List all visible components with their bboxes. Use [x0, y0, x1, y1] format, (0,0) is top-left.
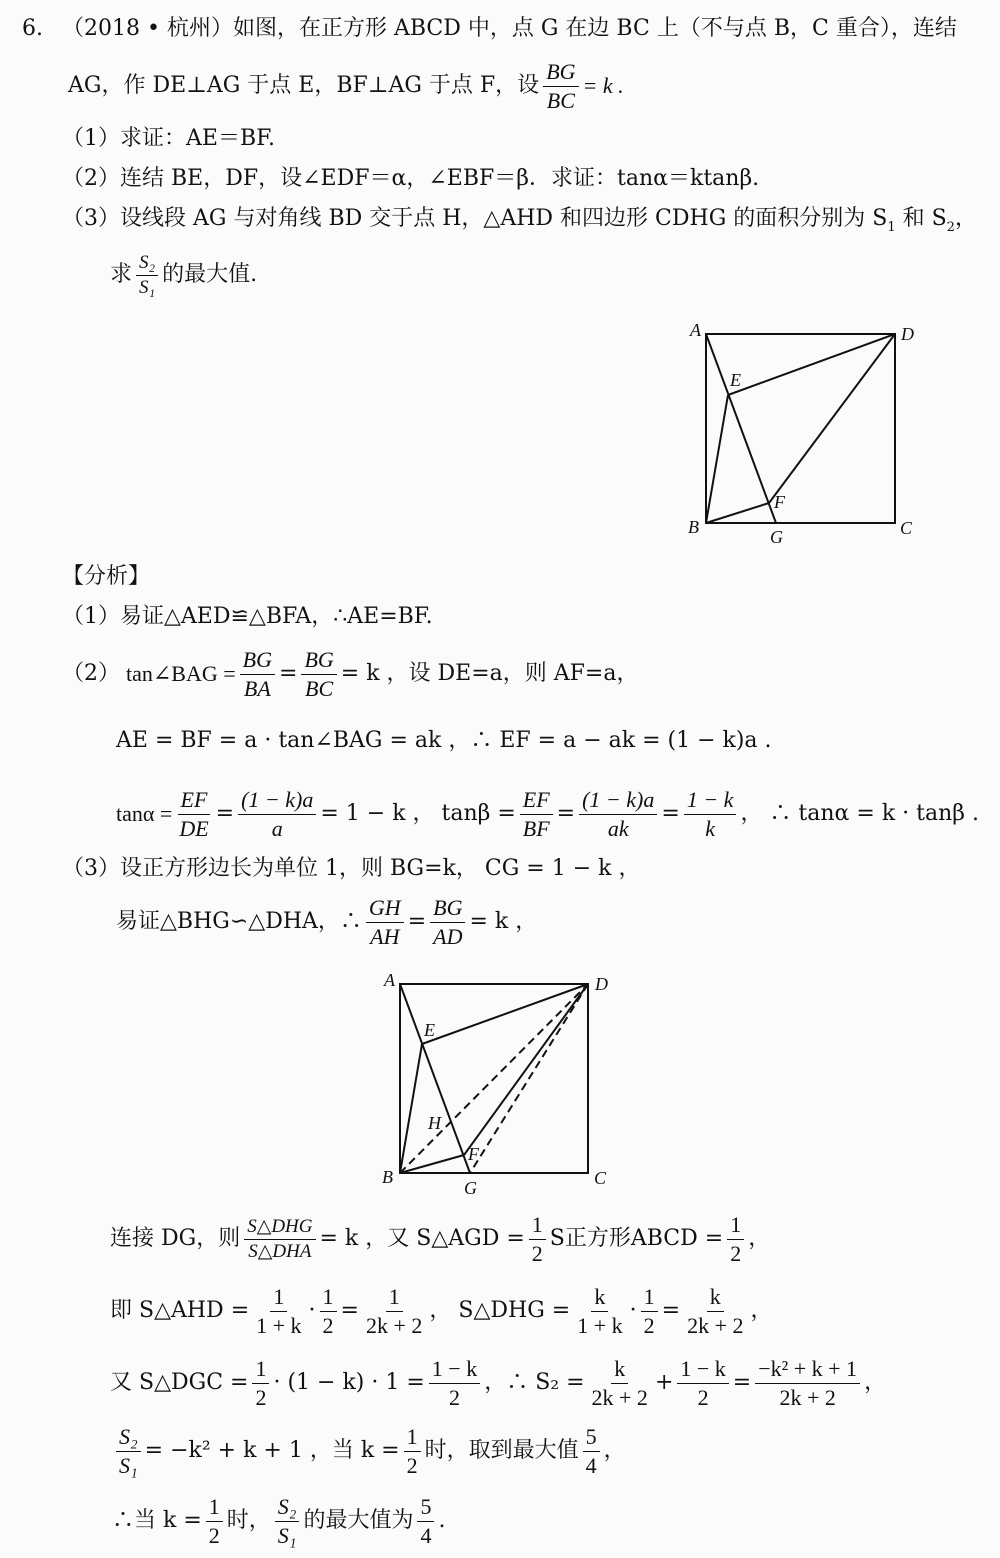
subscript-1: 1 [887, 220, 896, 235]
fraction-numerator: 1 − k [684, 788, 737, 814]
fraction-denominator: S₁ [139, 276, 156, 298]
label-E: E [424, 1020, 435, 1040]
fraction-denominator: ak [607, 815, 629, 841]
fraction-numerator: 1 [320, 1285, 337, 1311]
fraction-denominator: BC [546, 87, 575, 113]
fraction-denominator: 1 + k [256, 1312, 302, 1338]
part3b-pre: 求 [110, 262, 133, 287]
label-G: G [464, 1178, 477, 1198]
analysis-step2-line2: AE = BF = a · tan∠BAG = ak ，∴ EF = a − ak = (1 − k)a . [116, 728, 772, 753]
connect-dg: 连接 DG，则 [110, 1226, 241, 1251]
fraction-denominator: S₁ [277, 1522, 297, 1548]
fraction-denominator: k [705, 815, 715, 841]
segment-df [769, 334, 895, 503]
problem-number: 6. [22, 16, 43, 41]
label-C: C [594, 1168, 607, 1188]
fraction-denominator: BF [522, 815, 550, 841]
label-G: G [770, 527, 783, 547]
fraction-numerator: (1 − k)a [579, 788, 657, 814]
comma: ， [603, 1438, 626, 1463]
fraction-denominator: 2 [322, 1312, 334, 1338]
fraction-numerator: S₂ [116, 1425, 141, 1451]
fraction-numerator: k [591, 1285, 608, 1311]
problem-part2: （2）连结 BE，DF，设∠EDF＝α，∠EBF＝β．求证：tanα＝ktanβ. [62, 166, 760, 191]
label-A: A [690, 320, 701, 340]
analysis-step3-line3 [110, 1208, 770, 1270]
analysis-step3-line5: 又 S△DGC = $\frac{1}{2}$ · (1 − k) · 1 = $\frac{1 - k}{2}$ ，∴ S₂ = $\frac{k}{2k + 2}$ + $\frac{1 - k}{2}$ = $\frac{\text{−k² + k + 1}}{2k + 2}$ ， [110, 1356, 887, 1410]
label-D: D [901, 324, 914, 344]
part3-text: （3）设线段 AG 与对角线 BD 交于点 H，△AHD 和四边形 CDHG 的面积分别为 S [62, 206, 888, 231]
tan-alpha: tanα = [116, 801, 173, 826]
fraction-denominator: 2 [406, 1452, 418, 1478]
ratio-expression: = −k² + k + 1 ，当 k = [144, 1438, 400, 1463]
fraction-denominator: AD [433, 923, 463, 949]
fraction-denominator: 2 [531, 1240, 543, 1266]
fraction-1-2 [727, 1213, 744, 1264]
fraction-numerator: EF [520, 788, 553, 814]
comma: ， [750, 1298, 773, 1323]
fraction-numerator: 1 [529, 1213, 546, 1239]
fraction-ef-de [176, 788, 211, 839]
fraction-numerator: S△DHG [244, 1217, 315, 1240]
part3b-post: 的最大值. [162, 262, 258, 287]
fraction-1-2 [529, 1213, 546, 1264]
product: · (1 − k) · 1 = [273, 1370, 425, 1395]
diagonal-bd-dashed [400, 984, 588, 1173]
problem-source: （2018 • 杭州） [62, 16, 233, 41]
analysis-step3-line6 [112, 1420, 626, 1482]
label-H: H [428, 1113, 441, 1133]
fraction-denominator: 2 [730, 1240, 742, 1266]
analysis-step3-line2: 易证△BHG∽△DHA，∴ $\frac{GH}{AH}$ = $\frac{BG}{AD}$ = k ， [116, 895, 538, 949]
fraction-numerator: k [707, 1285, 724, 1311]
fraction-1-minus-k-over-2 [429, 1357, 480, 1408]
s-square: S正方形ABCD = [549, 1226, 724, 1251]
fraction-numerator: (1 − k)a [238, 788, 316, 814]
fraction-1-2 [320, 1285, 337, 1336]
square-abcd [706, 334, 895, 523]
fraction-1-over-1-plus-k [253, 1285, 304, 1336]
fraction-numerator: BG [240, 648, 275, 674]
fraction-numerator: −k² + k + 1 [755, 1357, 860, 1383]
tan-beta: = 1 − k ， tanβ = [320, 801, 516, 826]
fraction-numerator: 1 [727, 1213, 744, 1239]
fraction-bg-ad [430, 896, 465, 947]
fraction-s2-s1 [116, 1425, 141, 1476]
fraction-5-4 [583, 1425, 600, 1476]
figure-2-square-diagram [378, 966, 628, 1198]
problem-intro-line2 [68, 58, 624, 114]
problem-intro-line1 [62, 18, 957, 40]
fraction-denominator: 2 [697, 1384, 709, 1410]
fraction-numerator: 5 [417, 1495, 434, 1521]
comma: ， [748, 1226, 771, 1251]
fraction-denominator: AH [370, 923, 400, 949]
therefore-k: ∴当 k = [112, 1508, 202, 1533]
problem-part3-line2 [110, 246, 257, 304]
analysis-step3-line4: 即 S△AHD = $\frac{1}{1 + k}$ · $\frac{1}{2}$ = $\frac{1}{2k + 2}$ ， S△DHG = $\frac{k}{1 + k}$ · $\frac{1}{2}$ = $\frac{k}{2k + 2}$ ， [110, 1284, 773, 1338]
step2-post: = k ，设 DE=a，则 AF=a， [340, 661, 639, 686]
fraction-numerator: 5 [583, 1425, 600, 1451]
max-text: 时，取到最大值 [424, 1438, 579, 1463]
fraction-5-4 [417, 1495, 434, 1546]
fraction-denominator: 2 [643, 1312, 655, 1338]
fraction-denominator: BA [243, 675, 271, 701]
fraction-numerator: k [611, 1357, 628, 1383]
plus: + [654, 1370, 674, 1395]
label-F: F [774, 492, 785, 512]
fraction-sdhg-sdha [244, 1217, 315, 1262]
fraction-denominator: 4 [420, 1522, 432, 1548]
fraction-bg-bc [543, 60, 578, 111]
fraction-1-k-a-over-a [238, 788, 316, 839]
step2-prefix: （2） [62, 661, 120, 686]
fraction-bg-ba [240, 648, 275, 699]
label-E: E [730, 370, 741, 390]
analysis-step1: （1）易证△AED≌△BFA，∴AE=BF. [62, 604, 433, 629]
s-dhg: ， S△DHG = [429, 1298, 571, 1323]
fraction-1-2 [252, 1357, 269, 1408]
fraction-bg-bc [301, 648, 336, 699]
analysis-conclusion [112, 1490, 445, 1552]
fraction-numerator: BG [430, 896, 465, 922]
fraction-1-minus-k-over-2 [677, 1357, 728, 1408]
fraction-s2-result [755, 1357, 860, 1408]
analysis-step3-line1: （3）设正方形边长为单位 1，则 BG=k， CG = 1 − k ， [62, 856, 641, 881]
fraction-denominator: BC [305, 675, 334, 701]
period: . [438, 1508, 446, 1533]
comma: ， [864, 1370, 887, 1395]
fraction-numerator: 1 [270, 1285, 287, 1311]
fraction-k-over-1-plus-k [574, 1285, 625, 1336]
fraction-1-k-over-k [684, 788, 737, 839]
fraction-denominator: a [271, 815, 283, 841]
problem-intro-text: 如图，在正方形 ABCD 中，点 G 在边 BC 上（不与点 B，C 重合），连结 [232, 16, 957, 41]
fraction-denominator: 2 [448, 1384, 460, 1410]
fraction-numerator: 1 [404, 1425, 421, 1451]
s-ahd: 即 S△AHD = [110, 1298, 250, 1323]
fraction-1-2 [206, 1495, 223, 1546]
label-C: C [900, 518, 913, 538]
segment-dg-dashed [470, 984, 588, 1173]
fraction-1-k-a-over-ak [579, 788, 657, 839]
s-dgc: 又 S△DGC = [110, 1370, 249, 1395]
fraction-numerator: BG [301, 648, 336, 674]
subscript-2: 2 [946, 220, 955, 235]
fraction-denominator: 2k + 2 [591, 1384, 648, 1410]
fraction-numerator: 1 [386, 1285, 403, 1311]
problem-part1: （1）求证：AE＝BF. [62, 126, 275, 151]
fraction-ef-bf [520, 788, 553, 839]
equals: = [279, 661, 298, 686]
equals-k: = k ， [469, 909, 538, 934]
fraction-gh-ah [366, 896, 404, 947]
fraction-1-2 [641, 1285, 658, 1336]
label-B: B [382, 1167, 393, 1187]
when-text: 时， [226, 1508, 271, 1533]
fraction-numerator: EF [178, 788, 211, 814]
part3-mid: 和 S [895, 206, 947, 231]
segment-be [706, 395, 728, 523]
analysis-step2-line3: tanα = $\frac{EF}{DE}$ = $\frac{(1 - k)a}{a}$ = 1 − k ， tanβ = $\frac{EF}{BF}$ = $\frac{(1 - k)a}{ak}$ = $\frac{1 - k}{k}$ ， ∴ tanα = k · tanβ . [116, 787, 979, 841]
fraction-denominator: 4 [585, 1452, 597, 1478]
fraction-denominator: S△DHA [248, 1240, 312, 1262]
fraction-numerator: S₂ [136, 253, 158, 276]
label-A: A [384, 970, 395, 990]
segment-de [728, 334, 895, 395]
segment-df [464, 984, 588, 1155]
segment-ag [706, 334, 776, 523]
segment-de [422, 984, 588, 1044]
max-value-text: 的最大值为 [303, 1508, 414, 1533]
fraction-denominator: 2 [208, 1522, 220, 1548]
s-agd: = k ，又 S△AGD = [319, 1226, 525, 1251]
fraction-rhs: = k . [582, 73, 624, 98]
figure-1-square-diagram [680, 318, 920, 550]
fraction-denominator: 2k + 2 [779, 1384, 836, 1410]
fraction-numerator: GH [366, 896, 404, 922]
fraction-numerator: S₂ [275, 1495, 300, 1521]
analysis-heading: 【分析】 [62, 564, 151, 589]
fraction-numerator: 1 [252, 1357, 269, 1383]
problem-part3-line1 [62, 208, 977, 234]
similar-triangles: 易证△BHG∽△DHA，∴ [116, 909, 362, 934]
fraction-1-over-2k-plus-2 [363, 1285, 425, 1336]
analysis-step2-line1 [62, 644, 638, 704]
label-B: B [688, 517, 699, 537]
fraction-s2-s1 [136, 253, 158, 298]
fraction-numerator: 1 − k [677, 1357, 728, 1383]
tan-bag: tan∠BAG = [126, 661, 236, 686]
segment-bf [706, 503, 769, 523]
fraction-s2-s1 [275, 1495, 300, 1546]
fraction-denominator: 1 + k [577, 1312, 623, 1338]
fraction-k-over-2k-plus-2 [684, 1285, 746, 1336]
fraction-numerator: 1 [641, 1285, 658, 1311]
fraction-denominator: S₁ [119, 1452, 138, 1478]
fraction-1-2 [404, 1425, 421, 1476]
fraction-denominator: 2k + 2 [365, 1312, 423, 1338]
conclusion-tan: ， ∴ tanα = k · tanβ . [740, 801, 979, 826]
fraction-numerator: 1 − k [429, 1357, 480, 1383]
fraction-k-over-2k-plus-2 [589, 1357, 651, 1408]
label-F: F [468, 1144, 479, 1164]
fraction-denominator: 2k + 2 [687, 1312, 744, 1338]
fraction-numerator: BG [543, 60, 578, 86]
part3-end: ， [954, 206, 977, 231]
s2-equals: ，∴ S₂ = [484, 1370, 585, 1395]
segment-ag [400, 984, 470, 1173]
label-D: D [595, 974, 608, 994]
fraction-numerator: 1 [206, 1495, 223, 1521]
fraction-denominator: 2 [255, 1384, 267, 1410]
fraction-denominator: DE [179, 815, 209, 841]
problem-intro2: AG，作 DE⊥AG 于点 E，BF⊥AG 于点 F，设 [68, 73, 540, 98]
